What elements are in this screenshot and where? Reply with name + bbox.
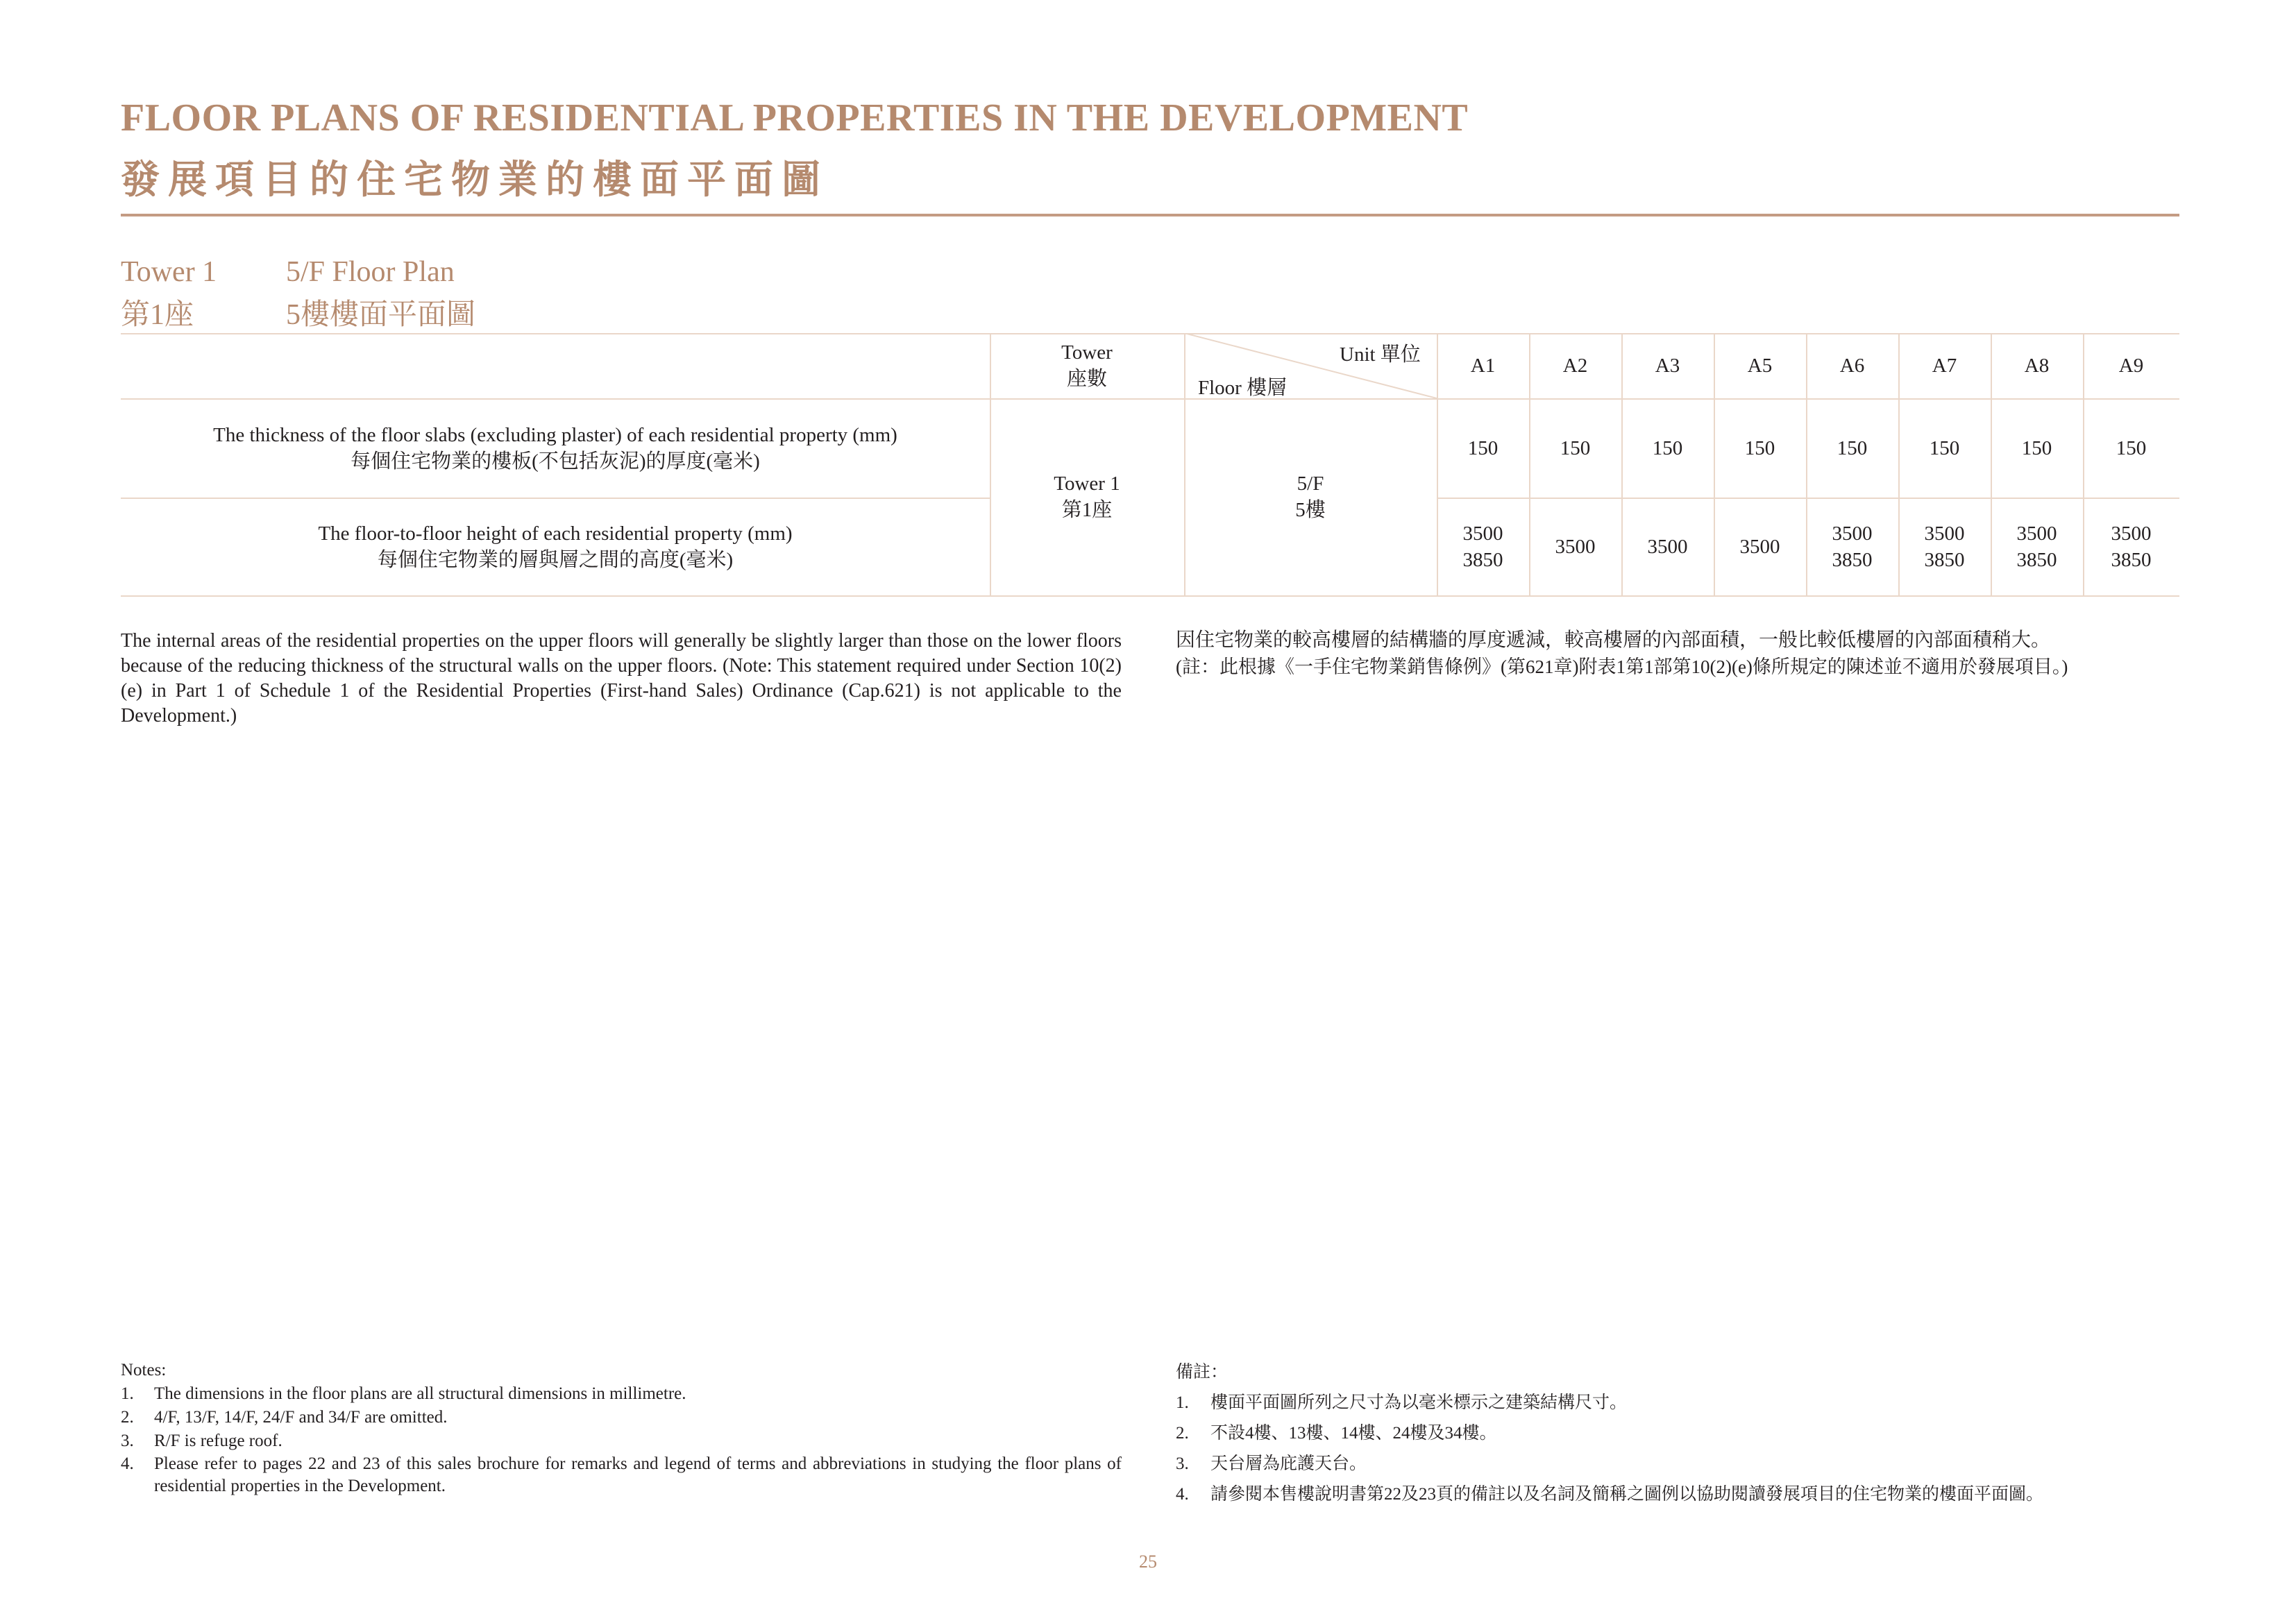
note-item xyxy=(121,1453,1122,1497)
unit-header-cell: A8 xyxy=(2024,355,2050,377)
note-item xyxy=(1176,1418,2179,1449)
unit-header-cell: A1 xyxy=(1470,355,1496,377)
statement-zh-line: (註：此根據《一手住宅物業銷售條例》(第621章)附表1第1部第10(2)(e)條所規定的陳述並不適用於發展項目。) xyxy=(1176,656,2068,677)
note-item xyxy=(1176,1479,2179,1510)
floor-height-value: 3850 xyxy=(1832,548,1873,571)
slab-thickness-value: 150 xyxy=(1929,436,1960,459)
floor-height-value: 3500 xyxy=(1555,535,1596,558)
unit-header-cell: A6 xyxy=(1839,355,1865,377)
page-number: 25 xyxy=(1139,1552,1157,1572)
statement-en: The internal areas of the residential properties on the upper floors will generally be slightly larger than those on the lower floors because of the reducing thickness of the structural walls on the upper floors. (Note: This statement required under Section 10(2)(e) in Part 1 of Schedule 1 of the Residential Properties (First-hand Sales) Ordinance (Cap.621) is not applicable to the Development.) xyxy=(121,630,1122,726)
note-text: R/F is refuge roof. xyxy=(154,1431,282,1450)
unit-header-cell: A5 xyxy=(1747,355,1773,377)
unit-header-cell: A7 xyxy=(1932,355,1957,377)
note-number: 3. xyxy=(121,1431,134,1450)
floor-value-cell xyxy=(1184,398,1437,595)
tower-header-zh: 座數 xyxy=(1066,368,1107,390)
note-item xyxy=(121,1382,1122,1406)
floor-height-value: 3500 xyxy=(2111,522,2152,545)
floor-height-value: 3500 xyxy=(1647,535,1688,558)
floor-height-value: 3850 xyxy=(2016,548,2057,571)
row-label-zh: 每個住宅物業的層與層之間的高度(毫米) xyxy=(377,548,734,571)
floor-height-value: 3500 xyxy=(1832,522,1873,545)
floor-height-value: 3850 xyxy=(1924,548,1965,571)
tower-header-en: Tower xyxy=(1061,341,1113,364)
note-number: 4. xyxy=(121,1454,134,1473)
notes-en xyxy=(121,1359,1122,1497)
slab-thickness-value: 150 xyxy=(1837,436,1868,459)
row-label-en: The floor-to-floor height of each residential property (mm) xyxy=(318,522,793,545)
floor-height-value: 3500 xyxy=(1462,522,1503,545)
note-item xyxy=(121,1406,1122,1429)
statement-zh xyxy=(1176,627,2179,680)
slab-thickness-value: 150 xyxy=(1744,436,1775,459)
note-number: 2. xyxy=(121,1408,134,1427)
subtitle-tower-en: Tower 1 xyxy=(121,256,217,288)
row-label-slab-thickness xyxy=(121,398,990,498)
floor-height-value: 3500 xyxy=(2016,522,2057,545)
tower-value-cell xyxy=(990,398,1184,595)
unit-header-cell: A3 xyxy=(1655,355,1680,377)
page-title-zh: 發展項目的住宅物業的樓面平面圖 xyxy=(121,159,829,202)
notes-heading: Notes: xyxy=(121,1361,167,1379)
unit-header: Unit 單位 xyxy=(1340,343,1421,366)
floor-height-cell xyxy=(1991,498,2083,595)
floor-value-zh: 5樓 xyxy=(1295,499,1326,521)
subtitle-tower-zh: 第1座 xyxy=(121,299,194,331)
notes-heading: 備註： xyxy=(1176,1363,1229,1382)
note-text: 樓面平面圖所列之尺寸為以毫米標示之建築結構尺寸。 xyxy=(1210,1393,1628,1412)
floor-height-cell xyxy=(1714,498,1806,595)
slab-thickness-value: 150 xyxy=(1560,436,1591,459)
slab-thickness-value: 150 xyxy=(2021,436,2052,459)
floor-height-value: 3850 xyxy=(2111,548,2152,571)
row-label-zh: 每個住宅物業的樓板(不包括灰泥)的厚度(毫米) xyxy=(351,450,760,473)
page-title-en: FLOOR PLANS OF RESIDENTIAL PROPERTIES IN THE DEVELOPMENT xyxy=(121,96,1469,139)
unit-header-cell: A2 xyxy=(1562,355,1588,377)
header-divider xyxy=(121,214,2179,216)
note-number: 3. xyxy=(1176,1454,1189,1473)
note-text: 4/F, 13/F, 14/F, 24/F and 34/F are omitted. xyxy=(154,1408,448,1427)
floor-height-value: 3500 xyxy=(1924,522,1965,545)
table-line xyxy=(121,595,2179,597)
note-item xyxy=(1176,1449,2179,1479)
floor-height-cell xyxy=(2083,498,2179,595)
tower-header-cell xyxy=(990,333,1184,398)
statement-zh-line: 因住宅物業的較高樓層的結構牆的厚度遞減，較高樓層的內部面積，一般比較低樓層的內部面積稍大。 xyxy=(1176,629,2051,651)
note-text: 不設4樓、13樓、14樓、24樓及34樓。 xyxy=(1210,1424,1497,1443)
floor-height-cell xyxy=(1529,498,1621,595)
row-label-en: The thickness of the floor slabs (excluding plaster) of each residential property (mm) xyxy=(213,423,897,446)
row-label-floor-height xyxy=(121,498,990,595)
note-number: 1. xyxy=(1176,1393,1189,1412)
slab-thickness-value: 150 xyxy=(1652,436,1683,459)
slab-thickness-value: 150 xyxy=(1467,436,1499,459)
floor-height-value: 3850 xyxy=(1462,548,1503,571)
tower-value-en: Tower 1 xyxy=(1054,473,1120,495)
note-number: 4. xyxy=(1176,1485,1189,1504)
unit-header-cell: A9 xyxy=(2118,355,2144,377)
floor-height-cell xyxy=(1437,498,1529,595)
note-text: 請參閱本售樓說明書第22及23頁的備註以及名詞及簡稱之圖例以協助閱讀發展項目的住宅物業的樓面平面圖。 xyxy=(1210,1485,2044,1504)
note-text: 天台層為庇護天台。 xyxy=(1210,1454,1367,1473)
subtitle-plan-zh: 5樓樓面平面圖 xyxy=(286,299,476,331)
slab-thickness-value: 150 xyxy=(2116,436,2147,459)
note-text: The dimensions in the floor plans are all structural dimensions in millimetre. xyxy=(154,1384,686,1403)
note-item xyxy=(121,1429,1122,1453)
floor-height-value: 3500 xyxy=(1739,535,1780,558)
note-text: Please refer to pages 22 and 23 of this sales brochure for remarks and legend of terms and abbreviations in studying the floor plans of residential properties in the Development. xyxy=(154,1454,1122,1495)
floor-height-cell xyxy=(1898,498,1991,595)
floor-header: Floor 樓層 xyxy=(1198,377,1288,399)
notes-zh xyxy=(1176,1357,2179,1510)
note-item xyxy=(1176,1388,2179,1418)
note-number: 1. xyxy=(121,1384,134,1403)
subtitle-plan-en: 5/F Floor Plan xyxy=(286,256,455,288)
floor-height-cell xyxy=(1621,498,1714,595)
floor-value-en: 5/F xyxy=(1297,473,1324,495)
tower-value-zh: 第1座 xyxy=(1061,499,1113,521)
note-number: 2. xyxy=(1176,1424,1189,1443)
floor-height-cell xyxy=(1806,498,1898,595)
